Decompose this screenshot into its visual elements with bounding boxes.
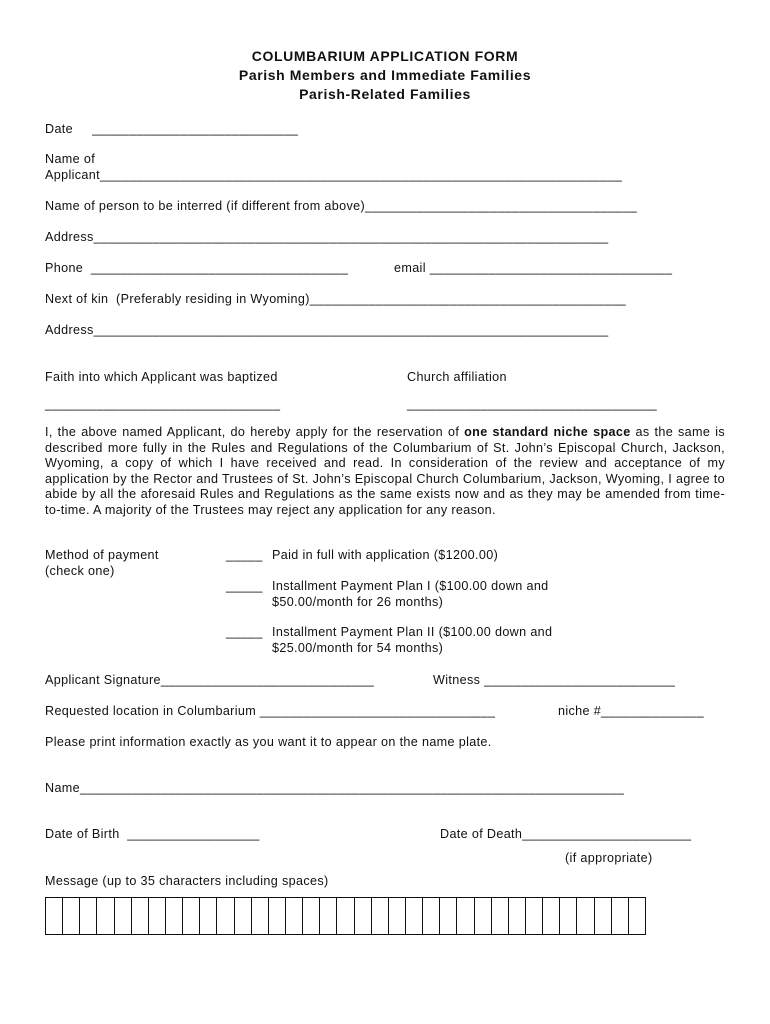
message-character-box[interactable]: [303, 898, 320, 934]
church-affiliation-label: Church affiliation: [407, 370, 507, 384]
faith-label: Faith into which Applicant was baptized: [45, 370, 278, 384]
message-character-box[interactable]: [543, 898, 560, 934]
date-of-death-field[interactable]: Date of Death_______________________: [440, 827, 692, 841]
message-character-box[interactable]: [475, 898, 492, 934]
payment-option3-label-line1: Installment Payment Plan II ($100.00 down and: [272, 625, 553, 639]
message-character-box[interactable]: [200, 898, 217, 934]
payment-check-one-label: (check one): [45, 564, 115, 578]
message-character-box[interactable]: [97, 898, 114, 934]
agreement-text-end: as the same is described more fully in the Rules and Regulations of the Columbarium of St. John’s Episcopal Church, Jackson, Wyoming, a copy of which I have received and read. In consideration of the review and acceptance of my application by the Rector and Trustees of St. John’s Episcopal Church Columbarium, Jackson, Wyoming, I agree to abide by all the aforesaid Rules and Regulations as the same exists now and as they may be amended from time-to-time. A majority of the Trustees may reject any application for any reason.: [45, 425, 725, 517]
message-character-box[interactable]: [423, 898, 440, 934]
agreement-bold-term: one standard niche space: [464, 425, 631, 439]
message-character-box[interactable]: [457, 898, 474, 934]
form-title: COLUMBARIUM APPLICATION FORM: [251, 48, 519, 64]
payment-option1-checkbox[interactable]: _____: [226, 548, 263, 562]
message-character-box[interactable]: [337, 898, 354, 934]
payment-option1-label: Paid in full with application ($1200.00): [272, 548, 499, 562]
payment-method-label: Method of payment: [45, 548, 159, 562]
applicant-signature-field[interactable]: Applicant Signature_____________________________: [45, 673, 375, 687]
message-character-box[interactable]: [252, 898, 269, 934]
message-character-box[interactable]: [389, 898, 406, 934]
message-character-box[interactable]: [595, 898, 612, 934]
message-character-box[interactable]: [235, 898, 252, 934]
phone-field[interactable]: Phone ___________________________________: [45, 261, 349, 275]
message-character-box[interactable]: [372, 898, 389, 934]
message-character-box[interactable]: [80, 898, 97, 934]
email-field[interactable]: email _________________________________: [394, 261, 673, 275]
church-affiliation-field[interactable]: __________________________________: [407, 397, 658, 411]
address-field[interactable]: Address______________________________________________________________________: [45, 230, 609, 244]
faith-field[interactable]: ________________________________: [45, 397, 281, 411]
message-character-box[interactable]: [269, 898, 286, 934]
message-character-box[interactable]: [149, 898, 166, 934]
payment-option2-label-line1: Installment Payment Plan I ($100.00 down and: [272, 579, 549, 593]
interred-name-field[interactable]: Name of person to be interred (if different from above)_____________________________________: [45, 199, 638, 213]
nameplate-name-field[interactable]: Name__________________________________________________________________________: [45, 781, 625, 795]
message-character-box[interactable]: [509, 898, 526, 934]
message-character-box[interactable]: [406, 898, 423, 934]
message-character-box[interactable]: [63, 898, 80, 934]
message-character-box[interactable]: [286, 898, 303, 934]
form-subtitle-related: Parish-Related Families: [299, 86, 471, 102]
payment-option3-label-line2: $25.00/month for 54 months): [272, 641, 444, 655]
date-field[interactable]: Date ____________________________: [45, 122, 299, 136]
message-character-box[interactable]: [183, 898, 200, 934]
message-character-box[interactable]: [132, 898, 149, 934]
next-of-kin-address-field[interactable]: Address______________________________________________________________________: [45, 323, 609, 337]
message-character-box[interactable]: [577, 898, 594, 934]
message-label: Message (up to 35 characters including spaces): [45, 874, 329, 888]
message-character-box[interactable]: [217, 898, 234, 934]
requested-location-field[interactable]: Requested location in Columbarium ________________________________: [45, 704, 496, 718]
message-character-box[interactable]: [166, 898, 183, 934]
date-of-birth-field[interactable]: Date of Birth __________________: [45, 827, 260, 841]
agreement-paragraph: [45, 425, 725, 519]
message-character-box[interactable]: [526, 898, 543, 934]
message-character-box[interactable]: [320, 898, 337, 934]
date-of-death-note: (if appropriate): [565, 851, 653, 865]
message-character-box[interactable]: [355, 898, 372, 934]
applicant-name-field[interactable]: Applicant_______________________________________________________________________: [45, 168, 623, 182]
message-character-box[interactable]: [46, 898, 63, 934]
witness-field[interactable]: Witness __________________________: [433, 673, 676, 687]
applicant-name-label: Name of: [45, 152, 96, 166]
payment-option2-checkbox[interactable]: _____: [226, 579, 263, 593]
message-character-boxes[interactable]: [45, 897, 646, 935]
niche-number-field[interactable]: niche #______________: [558, 704, 705, 718]
payment-option2-label-line2: $50.00/month for 26 months): [272, 595, 444, 609]
payment-option3-checkbox[interactable]: _____: [226, 625, 263, 639]
next-of-kin-field[interactable]: Next of kin (Preferably residing in Wyoming)___________________________________________: [45, 292, 627, 306]
message-character-box[interactable]: [560, 898, 577, 934]
message-character-box[interactable]: [629, 898, 645, 934]
message-character-box[interactable]: [612, 898, 629, 934]
nameplate-instruction: Please print information exactly as you want it to appear on the name plate.: [45, 735, 492, 749]
message-character-box[interactable]: [440, 898, 457, 934]
form-subtitle-members: Parish Members and Immediate Families: [238, 67, 532, 83]
message-character-box[interactable]: [492, 898, 509, 934]
message-character-box[interactable]: [115, 898, 132, 934]
agreement-text-start: I, the above named Applicant, do hereby apply for the reservation of: [45, 425, 465, 439]
